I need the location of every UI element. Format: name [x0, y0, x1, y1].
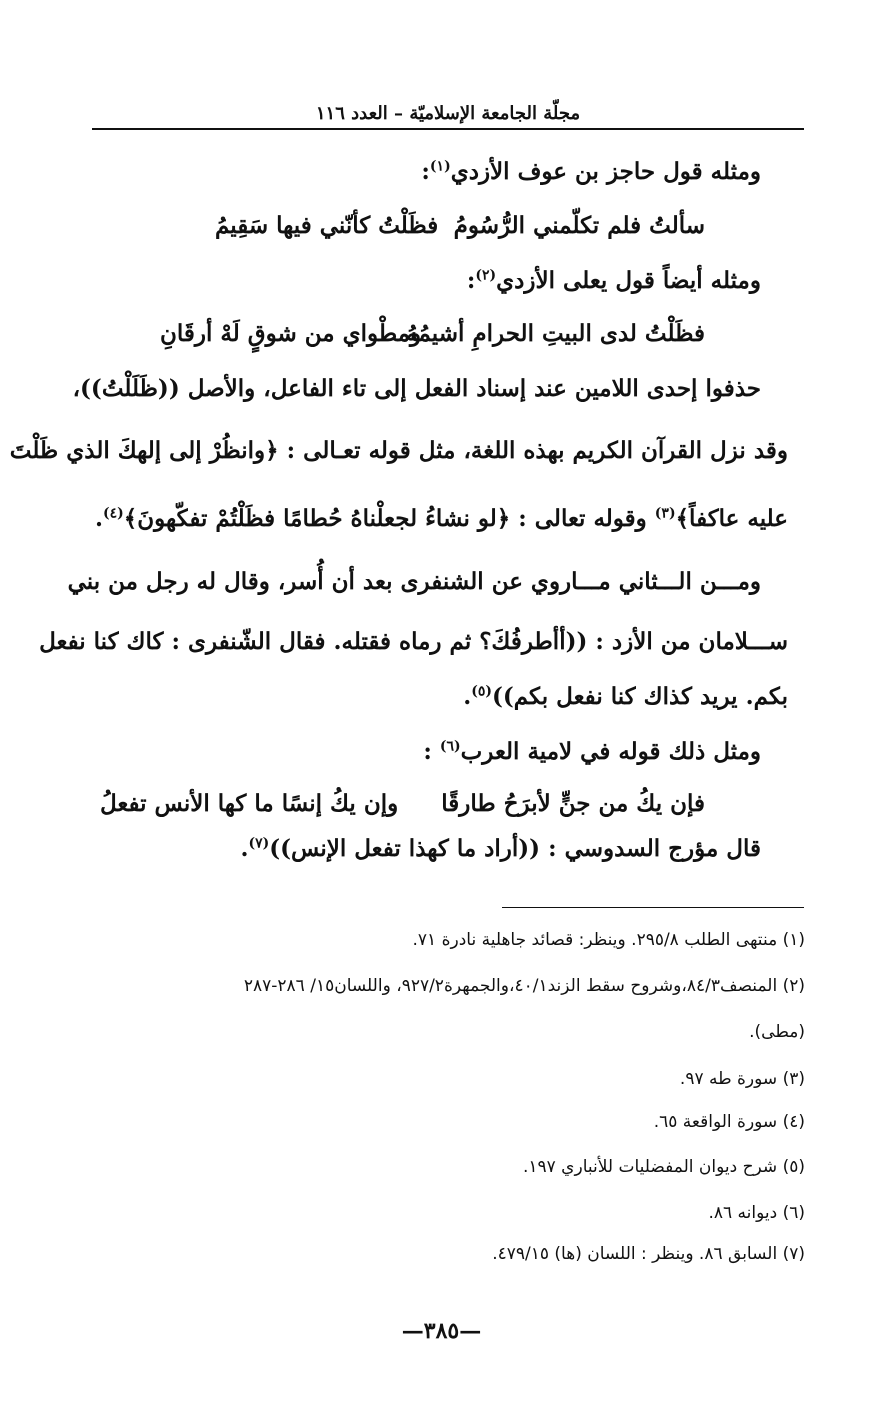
- verse-2-first-hemistich: فظَلْتُ لدى البيتِ الحرامِ أشيمُهُ: [406, 320, 705, 347]
- body-line-11: [92, 738, 761, 766]
- footnote-separator: [502, 907, 804, 908]
- body-line-13: [92, 835, 761, 863]
- verse-1-second-hemistich: فظَلْتُ كأنّني فيها سَقِيمُ: [215, 212, 439, 239]
- footnote-2-continued: (مطى).: [749, 1022, 805, 1042]
- quran-verse: ﴿وانظُرْ إلى إلهكَ الذي ظَلْتَ: [9, 437, 279, 464]
- text: .: [95, 505, 104, 532]
- text: قال مؤرج السدوسي : ((أراد ما كهذا تفعل الإنس)): [269, 835, 761, 862]
- text: :: [421, 158, 430, 185]
- footnote-ref: (٥): [471, 683, 492, 700]
- text: :: [466, 267, 476, 294]
- text: وقوله تعالى :: [518, 505, 647, 532]
- text: ومثله أيضاً قول يعلى الأزدي: [496, 267, 761, 294]
- footnote-4: (٤) سورة الواقعة ٦٥.: [653, 1112, 805, 1132]
- text: ومثله قول حاجز بن عوف الأزدي: [450, 158, 761, 185]
- footnote-5: (٥) شرح ديوان المفضليات للأنباري ١٩٧.: [522, 1157, 805, 1177]
- verse-3-first-hemistich: فإن يكُ من جنٍّ لأبرَحُ طارقًا: [441, 790, 705, 817]
- text: .: [240, 835, 249, 862]
- verse-3-second-hemistich: وإن يكُ إنسًا ما كها الأنس تفعلُ: [100, 790, 399, 817]
- verse-1-first-hemistich: سألتُ فلم تكلّمني الرُّسُومُ: [453, 212, 705, 239]
- text: بكم. يريد كذاك كنا نفعل بكم)): [491, 683, 788, 710]
- page-number: —٣٨٥—: [401, 1318, 482, 1344]
- footnote-3: (٣) سورة طه ٩٧.: [679, 1069, 805, 1089]
- text: ومثل ذلك قوله في لامية العرب: [460, 738, 761, 765]
- text: .: [463, 683, 472, 710]
- footnote-ref: (٤): [103, 505, 124, 522]
- footnote-ref: (١): [429, 158, 451, 175]
- body-line-7: [92, 505, 788, 533]
- footnote-2: (٢) المنصف٨٤/٣،وشروح سقط الزند٤٠/١،والجمهرة٩٢٧/٢، واللسان١٥/ ٢٨٦-٢٨٧: [243, 976, 805, 996]
- body-line-3: [92, 267, 761, 295]
- footnote-ref: (٣): [654, 505, 676, 522]
- quran-verse: عليه عاكفاً﴾: [675, 505, 788, 532]
- body-line-1: [92, 158, 761, 186]
- body-line-5: حذفوا إحدى اللامين عند إسناد الفعل إلى تاء الفاعل، والأصل ((ظَلَلْتُ))،: [72, 375, 761, 402]
- running-header: مجلّة الجامعة الإسلاميّة – العدد ١١٦: [315, 103, 581, 124]
- text: :: [423, 738, 432, 765]
- footnote-1: (١) منتهى الطلب ٢٩٥/٨. وينظر: قصائد جاهلية نادرة ٧١.: [412, 930, 805, 950]
- body-line-9: ســـلامان من الأزد : ((أأطرفُكَ؟ ثم رماه فقتله. فقال الشّنفرى : كاك كنا نفعل: [39, 628, 788, 655]
- footnote-ref: (٦): [439, 738, 461, 755]
- body-line-10: [92, 683, 788, 711]
- footnote-7: (٧) السابق ٨٦. وينظر : اللسان (ها) ٤٧٩/١٥.: [492, 1244, 805, 1264]
- footnote-ref: (٢): [475, 267, 497, 284]
- body-line-6: [9, 437, 788, 465]
- quran-verse: ﴿لو نشاءُ لجعلْناهُ حُطامًا فظَلْتُمْ تفكّهونَ﴾: [123, 505, 511, 532]
- text: وقد نزل القرآن الكريم بهذه اللغة، مثل قوله تعـالى :: [286, 437, 788, 464]
- body-line-8: ومـــن الـــثاني مـــاروي عن الشنفرى بعد أن أُسر، وقال له رجل من بني: [67, 568, 761, 595]
- verse-2-second-hemistich: ومطْواي من شوقٍ لَهْ أرقَانِ: [160, 320, 422, 347]
- footnote-6: (٦) ديوانه ٨٦.: [708, 1203, 805, 1223]
- footnote-ref: (٧): [248, 835, 270, 852]
- header-rule: [92, 128, 804, 130]
